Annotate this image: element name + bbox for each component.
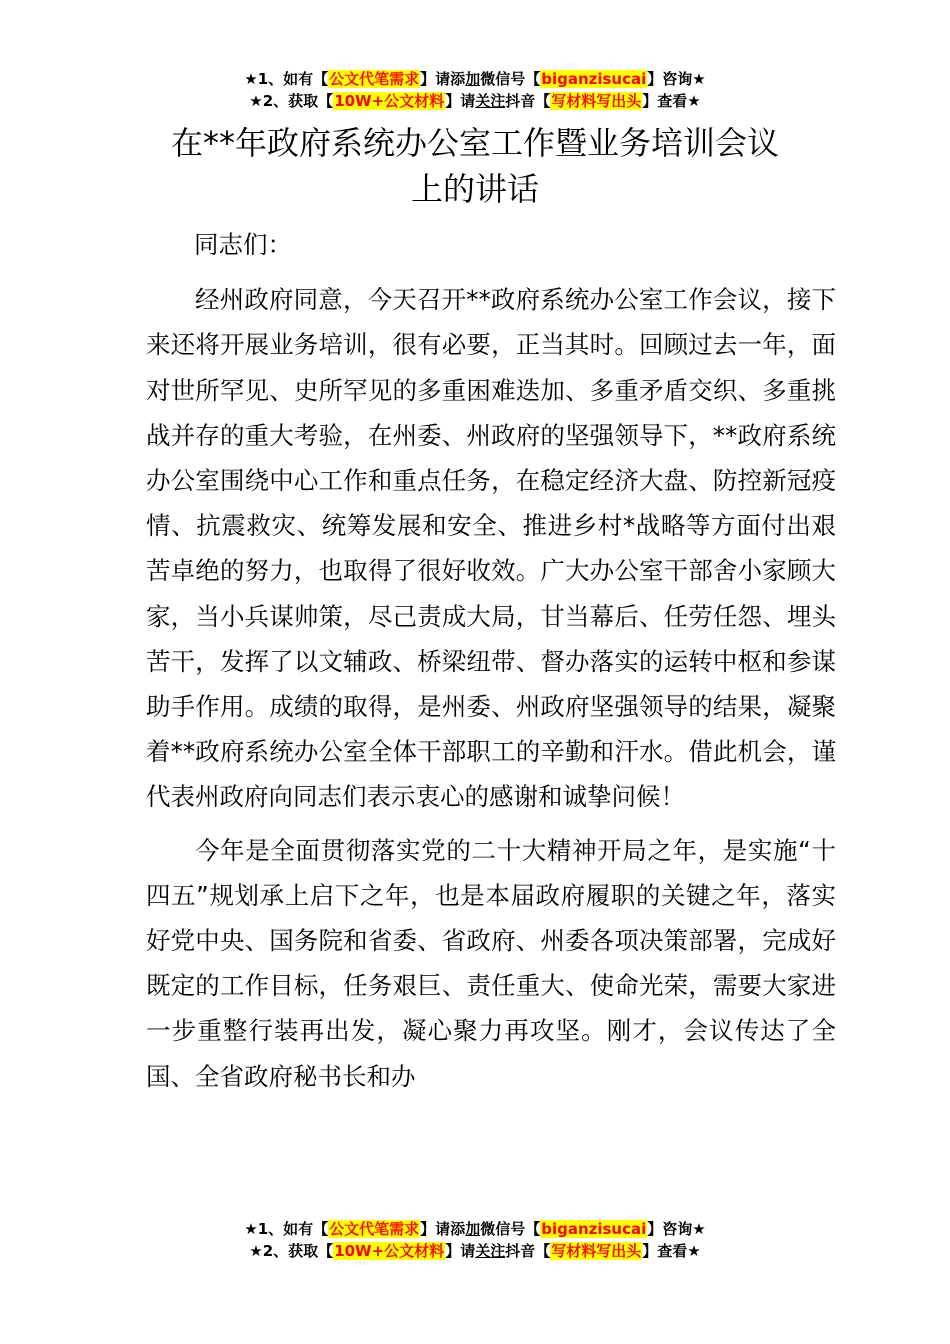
banner-text: 】请 bbox=[445, 92, 476, 110]
banner-line-1 bbox=[0, 1218, 950, 1240]
banner-underline: 加 bbox=[465, 1220, 481, 1238]
banner-text: 】查看★ bbox=[642, 1242, 701, 1260]
banner-underline: 关注 bbox=[475, 92, 506, 110]
banner-highlight: 10W+公文材料 bbox=[334, 1242, 445, 1260]
title-line-2: 上的讲话 bbox=[410, 170, 539, 208]
banner-highlight: biganzisucai bbox=[541, 1220, 647, 1238]
banner-underline: 关注 bbox=[475, 1242, 506, 1260]
banner-highlight: biganzisucai bbox=[541, 70, 647, 88]
banner-text: 】咨询★ bbox=[647, 1220, 706, 1238]
banner-underline: 加 bbox=[465, 70, 481, 88]
banner-text: ★1、如有【 bbox=[244, 70, 329, 88]
banner-text: 抖音【 bbox=[505, 92, 551, 110]
banner-line-2 bbox=[0, 1240, 950, 1262]
document-title bbox=[100, 120, 850, 212]
banner-text: ★2、获取【 bbox=[249, 1242, 334, 1260]
banner-line-1 bbox=[0, 68, 950, 90]
banner-line-2 bbox=[0, 90, 950, 112]
banner-highlight: 公文代笔需求 bbox=[329, 1220, 420, 1238]
paragraph: 今年是全面贯彻落实党的二十大精神开局之年，是实施“十四五”规划承上启下之年，也是本届政府履职的关键之年，落实好党中央、国务院和省委、省政府、州委各项决策部署，完成好既定的工作目标，任务艰巨、责任重大、使命光荣，需要大家进一步重整行装再出发，凝心聚力再攻坚。刚才，会议传达了全国、全省政府秘书长和办 bbox=[146, 835, 836, 1091]
banner-text: 】咨询★ bbox=[647, 70, 706, 88]
banner-text: 微信号【 bbox=[480, 1220, 541, 1238]
footer-banner bbox=[0, 1218, 950, 1262]
banner-text: 】请添 bbox=[420, 1220, 466, 1238]
banner-text: ★2、获取【 bbox=[249, 92, 334, 110]
banner-highlight: 10W+公文材料 bbox=[334, 92, 445, 110]
banner-text: 】查看★ bbox=[642, 92, 701, 110]
banner-text: 】请添 bbox=[420, 70, 466, 88]
banner-highlight: 写材料写出头 bbox=[551, 92, 642, 110]
banner-text: 微信号【 bbox=[480, 70, 541, 88]
banner-highlight: 公文代笔需求 bbox=[329, 70, 420, 88]
document-body bbox=[146, 222, 836, 1107]
paragraph: 经州政府同意，今天召开**政府系统办公室工作会议，接下来还将开展业务培训，很有必要，正当其时。回顾过去一年，面对世所罕见、史所罕见的多重困难迭加、多重矛盾交织、多重挑战并存的重大考验，在州委、州政府的坚强领导下，**政府系统办公室围绕中心工作和重点任务，在稳定经济大盘、防控新冠疫情、抗震救灾、统筹发展和安全、推进乡村*战略等方面付出艰苦卓绝的努力，也取得了很好收效。广大办公室干部舍小家顾大家，当小兵谋帅策，尽己责成大局，甘当幕后、任劳任怨、埋头苦干，发挥了以文辅政、桥梁纽带、督办落实的运转中枢和参谋助手作用。成绩的取得，是州委、州政府坚强领导的结果，凝聚着**政府系统办公室全体干部职工的辛勤和汗水。借此机会，谨代表州政府向同志们表示衷心的感谢和诚挚问候！ bbox=[146, 285, 836, 812]
banner-text: 】请 bbox=[445, 1242, 476, 1260]
title-line-1: 在**年政府系统办公室工作暨业务培训会议 bbox=[170, 124, 779, 162]
greeting: 同志们： bbox=[194, 230, 292, 259]
banner-text: ★1、如有【 bbox=[244, 1220, 329, 1238]
banner-highlight: 写材料写出头 bbox=[551, 1242, 642, 1260]
banner-text: 抖音【 bbox=[505, 1242, 551, 1260]
header-banner bbox=[0, 68, 950, 112]
